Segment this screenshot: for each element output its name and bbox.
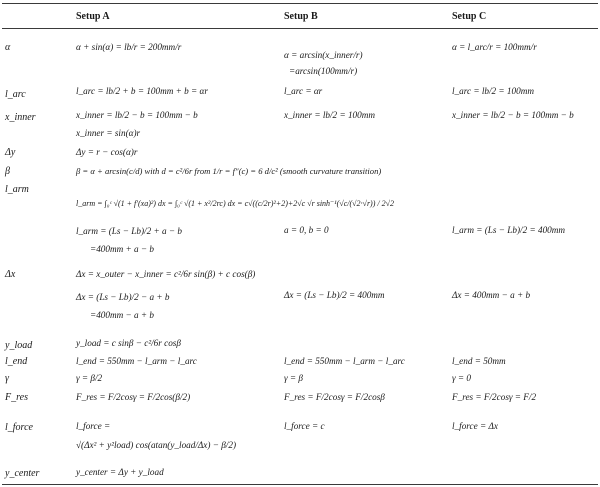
row-symbol-beta: β <box>5 166 10 177</box>
formula-a-l-force-1: l_force = <box>76 421 111 431</box>
formula-a-alpha: α + sin(α) = lb/r = 200mm/r <box>76 42 182 52</box>
formula-a-f-res: F_res = F/2cosγ = F/2cos(β/2) <box>76 392 191 402</box>
formula-a-l-force-2: √(Δx² + y²load) cos(atan(y_load/Δx) − β/2) <box>76 440 237 450</box>
formula-a-l-end: l_end = 550mm − l_arm − l_arc <box>76 356 197 366</box>
formula-b-l-arc: l_arc = αr <box>284 86 323 96</box>
formula-a-x-inner-1: x_inner = lb/2 − b = 100mm − b <box>76 110 198 120</box>
row-symbol-gamma: γ <box>5 373 9 384</box>
row-symbol-l-arm: l_arm <box>5 184 29 195</box>
formula-a-l-arm-3: =400mm + a − b <box>90 244 155 254</box>
formula-c-f-res: F_res = F/2cosγ = F/2 <box>452 392 537 402</box>
formula-b-gamma: γ = β <box>284 373 303 383</box>
row-symbol-delta-y: Δy <box>5 147 16 158</box>
column-header-setup-b: Setup B <box>284 11 318 22</box>
row-symbol-x-inner: x_inner <box>5 112 36 123</box>
formula-a-x-inner-2: x_inner = sin(α)r <box>76 128 141 138</box>
column-header-setup-c: Setup C <box>452 11 487 22</box>
formula-a-delta-x-1: Δx = x_outer − x_inner = c²/6r sin(β) + c cos(β) <box>76 269 256 279</box>
formula-c-x-inner: x_inner = lb/2 − b = 100mm − b <box>452 110 574 120</box>
row-symbol-alpha: α <box>5 42 11 53</box>
formula-b-alpha-2: =arcsin(100mm/r) <box>289 66 358 76</box>
row-symbol-f-res: F_res <box>5 392 28 403</box>
formula-b-alpha-1: α = arcsin(x_inner/r) <box>284 50 363 60</box>
column-header-setup-a: Setup A <box>76 11 110 22</box>
row-symbol-l-end: l_end <box>5 356 28 367</box>
formula-a-gamma: γ = β/2 <box>76 373 103 383</box>
formula-c-delta-x: Δx = 400mm − a + b <box>452 290 531 300</box>
formula-a-y-load: y_load = c sinβ − c²/6r cosβ <box>76 338 181 348</box>
table-bottom-rule <box>2 484 598 485</box>
formula-b-l-force: l_force = c <box>284 421 325 431</box>
formula-b-delta-x: Δx = (Ls − Lb)/2 = 400mm <box>284 290 385 300</box>
row-symbol-y-center: y_center <box>5 468 40 479</box>
formula-a-y-center: y_center = Δy + y_load <box>76 467 164 477</box>
formula-c-l-force: l_force = Δx <box>452 421 498 431</box>
formula-b-f-res: F_res = F/2cosγ = F/2cosβ <box>284 392 385 402</box>
row-symbol-l-force: l_force <box>5 422 33 433</box>
formula-c-l-end: l_end = 50mm <box>452 356 506 366</box>
row-symbol-delta-x: Δx <box>5 269 16 280</box>
formula-c-l-arm: l_arm = (Ls − Lb)/2 = 400mm <box>452 225 566 235</box>
formula-c-alpha: α = l_arc/r = 100mm/r <box>452 42 537 52</box>
formula-b-x-inner: x_inner = lb/2 = 100mm <box>284 110 375 120</box>
formula-b-l-arm: a = 0, b = 0 <box>284 225 329 235</box>
table-top-rule <box>2 3 598 4</box>
formula-a-l-arc: l_arc = lb/2 + b = 100mm + b = αr <box>76 86 208 96</box>
row-symbol-y-load: y_load <box>5 340 33 351</box>
table-header-rule <box>2 28 598 29</box>
formula-a-l-arm-1: l_arm = ∫₀ᶜ √(1 + f′(xa)²) dx = ∫₀ᶜ √(1 + x²/2rc) dx = c√((c/2r)²+2)+2√c √r sinh⁻¹(√c/(√2·√r)) / 2√2 <box>76 199 394 208</box>
formula-a-delta-y: Δy = r − cos(α)r <box>76 147 138 157</box>
formula-a-beta: β = α + arcsin(c/d) with d = c²/6r from 1/r = f″(c) = 6 d/c² (smooth curvature transition) <box>76 166 382 176</box>
formula-a-l-arm-2: l_arm = (Ls − Lb)/2 + a − b <box>76 226 182 236</box>
row-symbol-l-arc: l_arc <box>5 89 26 100</box>
formula-c-gamma: γ = 0 <box>452 373 472 383</box>
formula-a-delta-x-3: =400mm − a + b <box>90 310 155 320</box>
formula-c-l-arc: l_arc = lb/2 = 100mm <box>452 86 534 96</box>
formula-a-delta-x-2: Δx = (Ls − Lb)/2 − a + b <box>76 292 170 302</box>
formula-b-l-end: l_end = 550mm − l_arm − l_arc <box>284 356 405 366</box>
